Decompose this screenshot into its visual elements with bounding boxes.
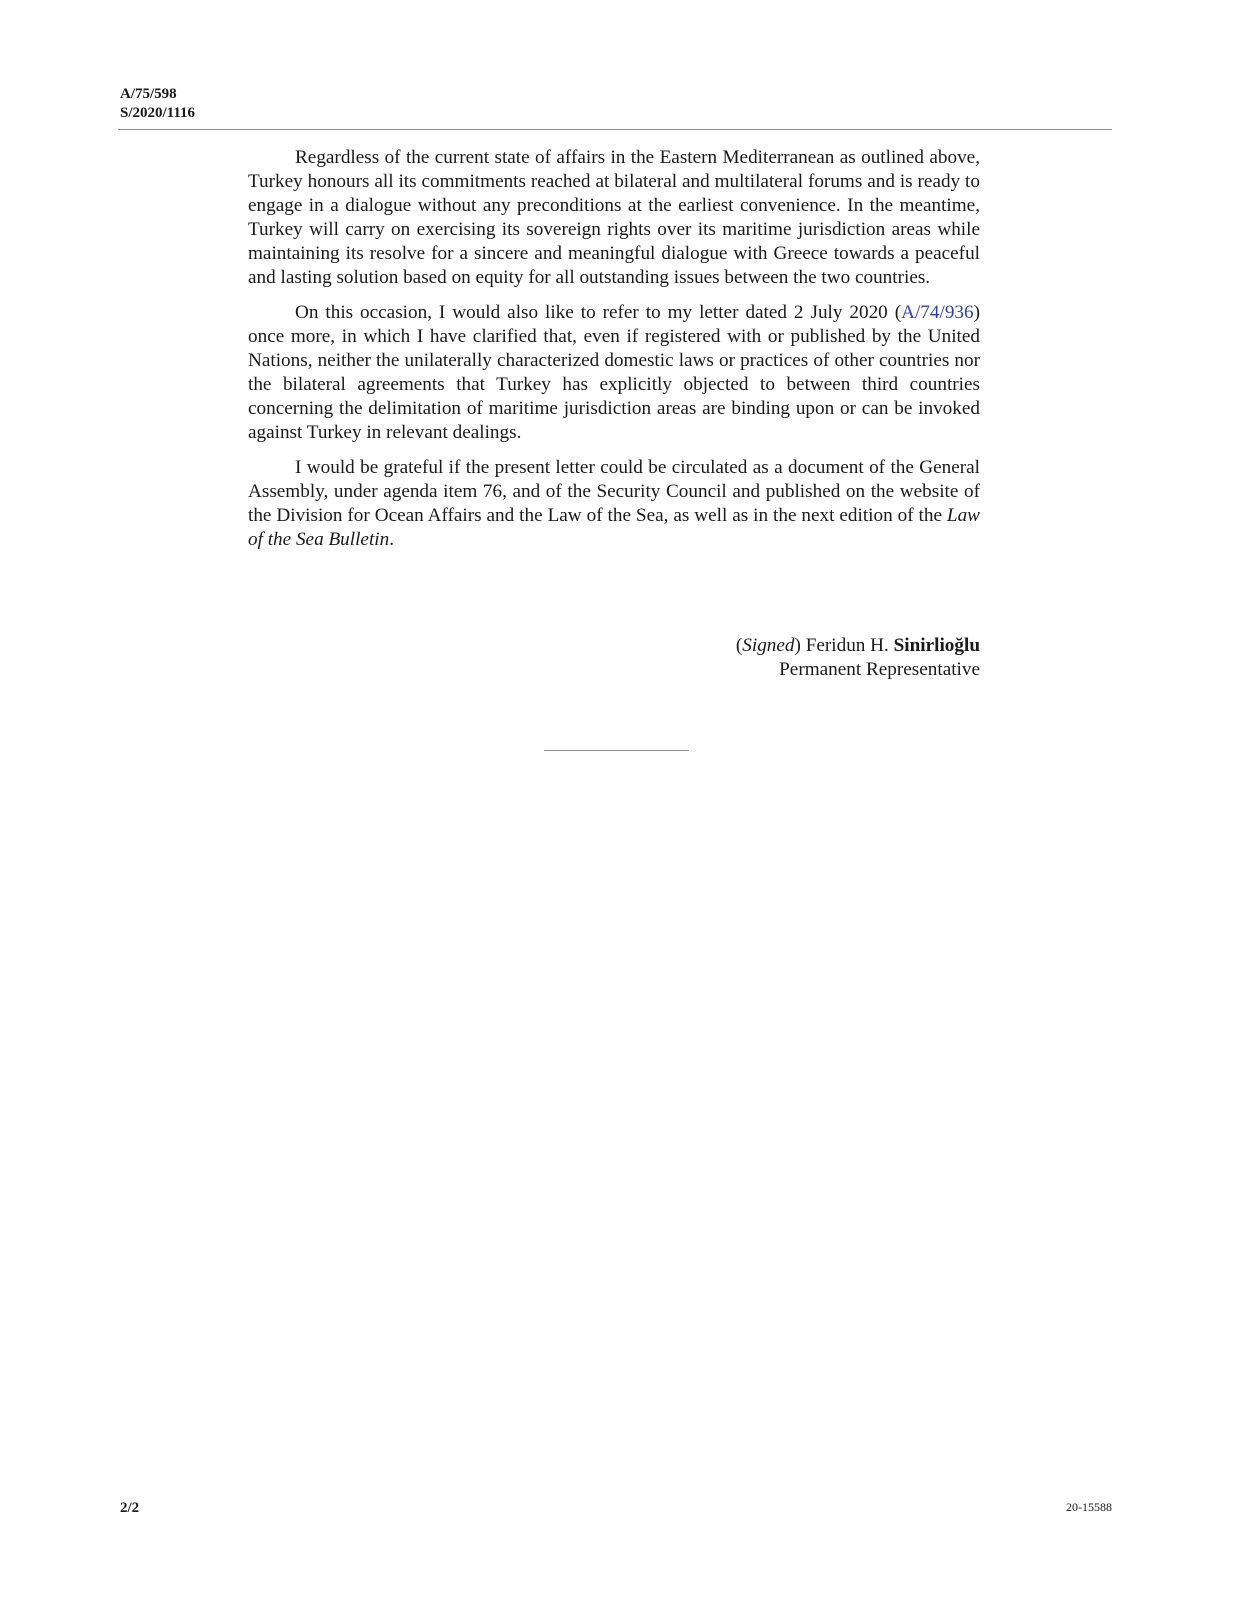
ga-symbol: A/75/598: [120, 86, 177, 102]
document-link-a-74-936[interactable]: A/74/936: [901, 302, 974, 323]
paragraph-3-end: .: [389, 529, 395, 550]
signature-block: [600, 634, 980, 682]
signatory-given-name: Feridun H.: [805, 635, 889, 656]
signatory-line: (Signed) Feridun H. Sinirlioğlu: [735, 635, 980, 656]
paragraph-2: [248, 301, 980, 445]
paragraph-1: Regardless of the current state of affairs in the Eastern Mediterranean as outlined above, Turkey honours all its commitments reached at bilateral and multilateral forums and is ready to engage in a dialogue without any preconditions at the earliest convenience. In the meantime, Turkey will carry on exercising its sovereign rights over its maritime jurisdiction areas while maintaining its resolve for a sincere and meaningful dialogue with Greece towards a peaceful and lasting solution based on equity for all outstanding issues between the two countries.: [248, 147, 980, 288]
page-number: 2/2: [120, 1500, 140, 1516]
paragraph-3: [248, 456, 980, 552]
bulletin-title: Law of the Sea Bulletin: [248, 505, 980, 550]
header-divider: [118, 129, 1112, 130]
paragraph-3-main: I would be grateful if the present letter could be circulated as a document of the General Assembly, under agenda item 76, and of the Security Council and published on the website of the Division for Ocean Affairs and the Law of the Sea, as well as in the next edition of the: [248, 457, 980, 526]
signatory-surname: Sinirlioğlu: [893, 635, 980, 656]
paragraph-2-start: On this occasion, I would also like to refer to my letter dated 2 July 2020 (: [295, 302, 902, 323]
paragraph-2-end: ) once more, in which I have clarified that, even if registered with or published by the United Nations, neither the unilaterally characterized domestic laws or practices of other countries nor the bilateral agreements that Turkey has explicitly objected to between third countries concerning the delimitation of maritime jurisdiction areas are binding upon or can be invoked against Turkey in relevant dealings.: [248, 302, 980, 443]
document-symbols: [120, 85, 195, 123]
job-number: 20-15588: [1066, 1500, 1112, 1514]
end-of-document-rule: [544, 750, 689, 751]
signed-label: Signed: [742, 635, 795, 656]
signatory-title: Permanent Representative: [779, 659, 980, 680]
sc-symbol: S/2020/1116: [120, 105, 196, 121]
letter-body: [248, 146, 980, 563]
